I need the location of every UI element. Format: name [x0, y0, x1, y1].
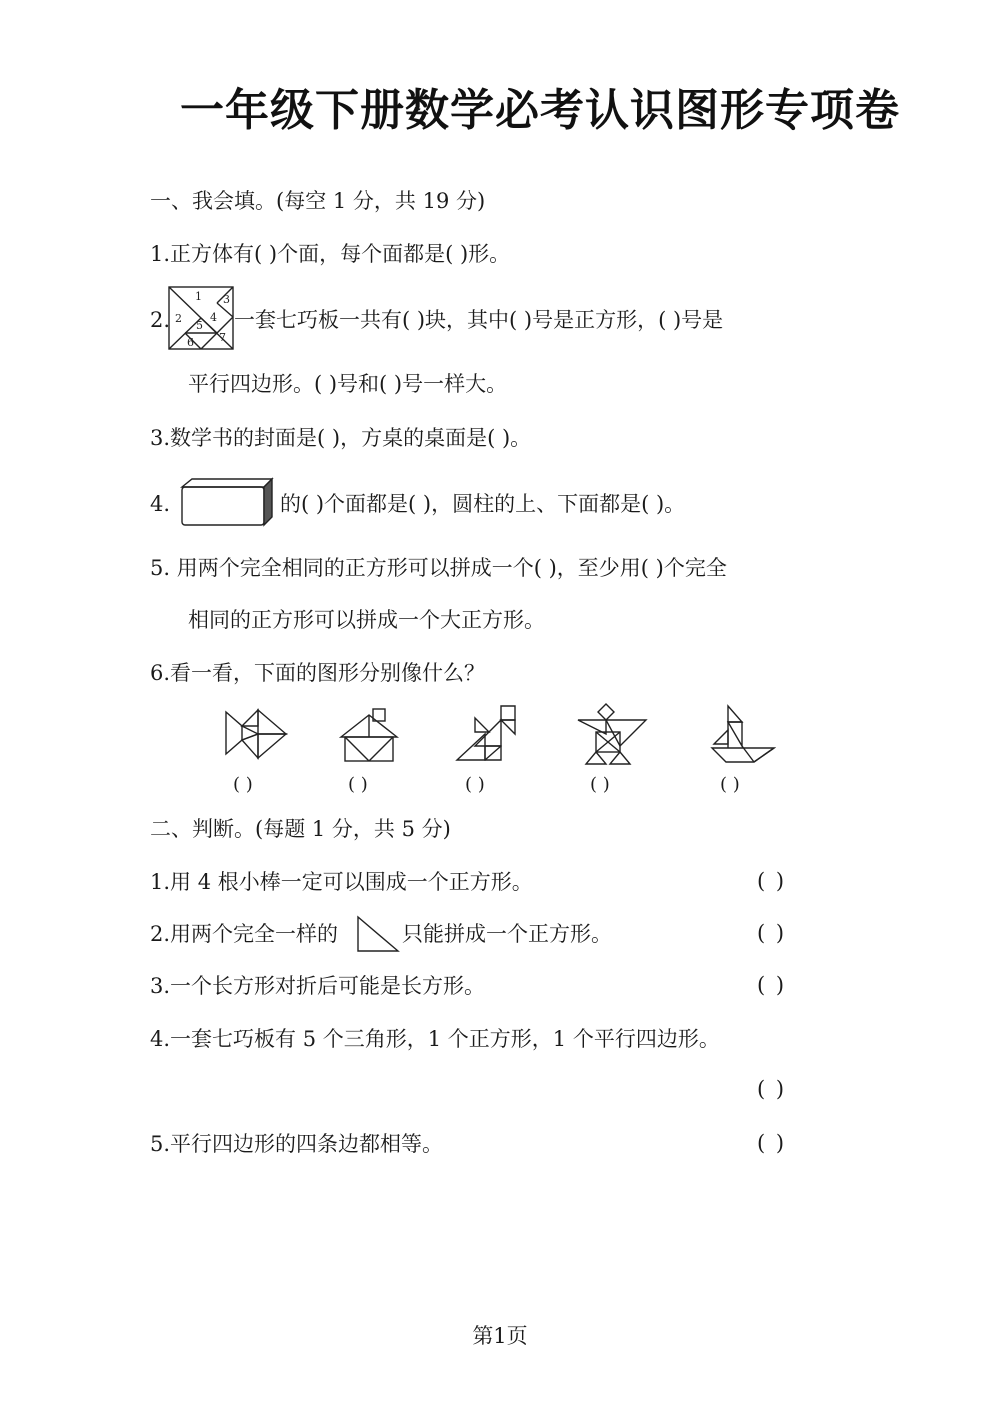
tangram-person-icon [576, 702, 648, 768]
judge-paren[interactable]: ( ) [757, 1077, 787, 1101]
s2-question-1: 1.用 4 根小棒一定可以围成一个正方形。 [150, 870, 533, 894]
section1-heading: 一、我会填。(每空 1 分，共 19 分) [150, 189, 486, 213]
tangram-label: 4 [210, 311, 217, 324]
s1-question-2-line1: 一套七巧板一共有( )块，其中( )号是正方形，( )号是 [234, 308, 724, 332]
cuboid-figure [180, 477, 276, 529]
judge-paren[interactable]: ( ) [757, 1131, 787, 1155]
s1-question-2-line2: 平行四边形。( )号和( )号一样大。 [188, 372, 508, 396]
answer-paren[interactable]: ( ) [348, 774, 368, 795]
judge-paren[interactable]: ( ) [757, 921, 787, 945]
answer-paren[interactable]: ( ) [590, 774, 610, 795]
right-triangle-icon [356, 915, 400, 953]
tangram-label: 6 [187, 336, 194, 349]
s1-question-5-line1: 5. 用两个完全相同的正方形可以拼成一个( )，至少用( )个完全 [150, 556, 727, 580]
s2-question-4: 4.一套七巧板有 5 个三角形，1 个正方形，1 个平行四边形。 [150, 1027, 720, 1051]
s1-question-6: 6.看一看，下面的图形分别像什么？ [150, 661, 486, 685]
judge-paren[interactable]: ( ) [757, 973, 787, 997]
page-title: 一年级下册数学必考认识图形专项卷 [180, 85, 900, 136]
tangram-label: 1 [195, 290, 202, 303]
s1-question-3: 3.数学书的封面是( )，方桌的桌面是( )。 [150, 426, 532, 450]
answer-paren[interactable]: ( ) [720, 774, 740, 795]
tangram-square-figure [168, 286, 234, 350]
s1-question-4-number: 4. [150, 492, 171, 516]
tangram-label: 7 [219, 331, 226, 344]
s1-question-1: 1.正方体有( )个面，每个面都是( )形。 [150, 242, 511, 266]
judge-paren[interactable]: ( ) [757, 869, 787, 893]
s2-question-2a: 2.用两个完全一样的 [150, 922, 339, 946]
tangram-fish-icon [224, 704, 290, 762]
tangram-squirrel-icon [455, 704, 521, 762]
s1-question-2-number: 2. [150, 308, 171, 332]
page-number: 第1页 [472, 1324, 528, 1348]
tangram-label: 3 [223, 293, 230, 306]
s2-question-5: 5.平行四边形的四条边都相等。 [150, 1132, 444, 1156]
s1-question-5-line2: 相同的正方形可以拼成一个大正方形。 [188, 608, 545, 632]
section2-heading: 二、判断。(每题 1 分，共 5 分) [150, 817, 451, 841]
tangram-boat-icon [710, 704, 776, 764]
answer-paren[interactable]: ( ) [465, 774, 485, 795]
s1-question-4-text: 的( )个面都是( )，圆柱的上、下面都是( )。 [280, 492, 686, 516]
s2-question-2b: 只能拼成一个正方形。 [402, 922, 612, 946]
s2-question-3: 3.一个长方形对折后可能是长方形。 [150, 974, 486, 998]
tangram-label: 5 [196, 319, 203, 332]
tangram-label: 2 [175, 312, 182, 325]
answer-paren[interactable]: ( ) [233, 774, 253, 795]
tangram-house-icon [339, 707, 401, 763]
